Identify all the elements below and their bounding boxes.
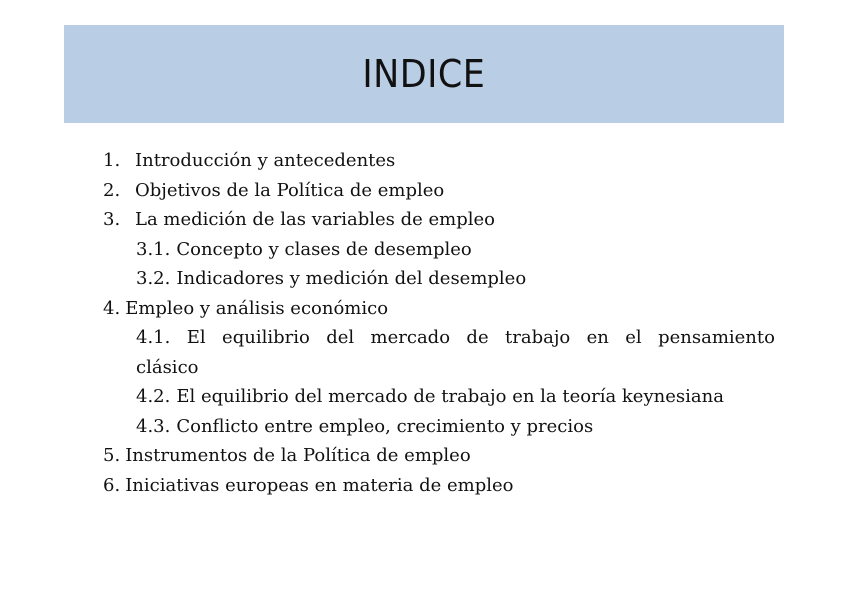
toc-item-number: 1. <box>103 150 121 171</box>
toc-item-number: 4.1. <box>136 327 171 348</box>
toc-item-4 <box>103 294 775 324</box>
toc-item-5 <box>103 441 775 471</box>
toc-word: el <box>625 327 642 348</box>
toc-word: El <box>186 327 206 348</box>
toc-item-3-2 <box>103 264 775 294</box>
toc-item-text: Introducción y antecedentes <box>135 150 396 171</box>
toc-word: del <box>326 327 355 348</box>
toc-item-text-line-2: clásico <box>136 356 199 378</box>
toc-item-number: 3.2. <box>136 268 171 289</box>
toc-item-text: Instrumentos de la Política de empleo <box>125 445 471 466</box>
page-title: INDICE <box>362 52 486 96</box>
toc-item-text-line-1 <box>136 323 775 353</box>
toc-item-number: 6. <box>103 474 121 496</box>
toc-word: de <box>466 327 489 348</box>
toc-item-4-1 <box>103 323 775 382</box>
title-banner <box>64 25 784 123</box>
toc-word: pensamiento <box>658 327 775 348</box>
toc-item-text: Conflicto entre empleo, crecimiento y precios <box>176 415 594 437</box>
toc-item-number: 3.1. <box>136 238 171 260</box>
toc-item-text: Indicadores y medición del desempleo <box>176 268 527 289</box>
toc-item-2 <box>103 176 775 206</box>
toc-item-3 <box>103 205 775 235</box>
toc-item-1 <box>103 146 775 176</box>
toc-item-text: El equilibrio del mercado de trabajo en la teoría keynesiana <box>176 386 724 407</box>
toc-item-text: La medición de las variables de empleo <box>135 209 496 230</box>
toc-item-number: 4. <box>103 297 121 319</box>
toc-word: equilibrio <box>222 327 310 348</box>
toc-item-number: 3. <box>103 209 121 230</box>
toc-item-number: 5. <box>103 445 121 466</box>
toc-item-number: 4.2. <box>136 386 171 407</box>
toc-word: mercado <box>370 327 451 348</box>
toc-item-3-1 <box>103 235 775 265</box>
toc-item-number: 2. <box>103 179 121 201</box>
toc-item-4-3 <box>103 412 775 442</box>
toc-item-4-2 <box>103 382 775 412</box>
table-of-contents <box>103 146 775 500</box>
toc-item-6 <box>103 471 775 501</box>
toc-item-text: Concepto y clases de desempleo <box>176 238 472 260</box>
toc-item-number: 4.3. <box>136 415 171 437</box>
toc-word: en <box>586 327 609 348</box>
toc-item-text: Iniciativas europeas en materia de empleo <box>125 474 514 496</box>
toc-word: trabajo <box>505 327 571 348</box>
toc-item-text: Empleo y análisis económico <box>125 297 389 319</box>
toc-item-text: Objetivos de la Política de empleo <box>135 179 445 201</box>
